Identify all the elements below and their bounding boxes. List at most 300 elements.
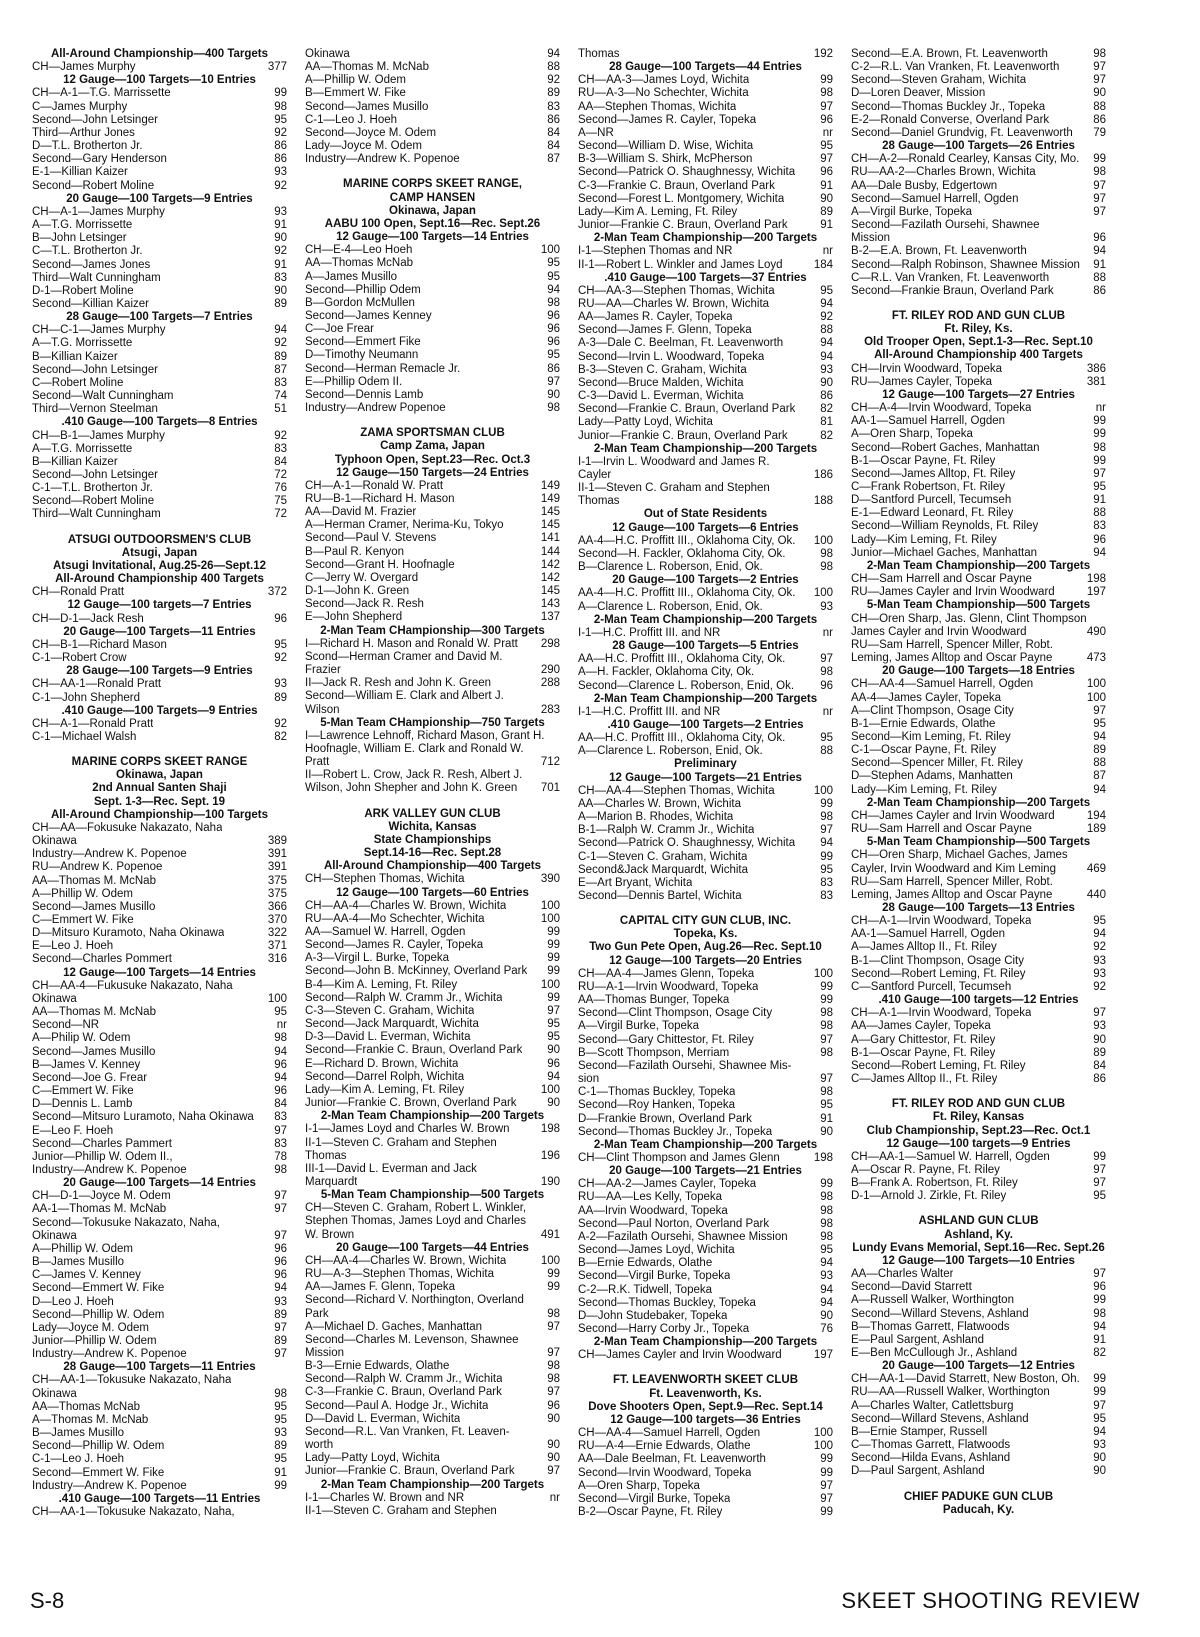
section-heading: FT. RILEY ROD AND GUN CLUB: [891, 1098, 1066, 1111]
result-row: [851, 1373, 1106, 1386]
result-row: [851, 245, 1106, 258]
section-spacer: [578, 903, 833, 915]
result-name: E—Leo F. Hoeh: [32, 1124, 114, 1137]
section-spacer: [851, 1086, 1106, 1098]
result-score: 141: [540, 532, 560, 545]
result-score: 96: [1093, 1281, 1106, 1294]
result-row: [305, 1163, 560, 1176]
result-score: 90: [820, 376, 833, 389]
result-score: 94: [1093, 928, 1106, 941]
result-row: [578, 456, 833, 469]
result-row: [305, 1452, 560, 1465]
result-name: A—Gary Chittestor, Ft. Riley: [851, 1033, 996, 1046]
result-name: E—Leo J. Hoeh: [32, 940, 114, 953]
result-name: RU—AA—Russell Walker, Worthington: [851, 1386, 1050, 1399]
result-score: 83: [820, 876, 833, 889]
result-name: CH—AA-4—Samuel Harrell, Ogden: [851, 678, 1034, 691]
result-row: [305, 1465, 560, 1478]
result-name: sion: [578, 1073, 600, 1086]
result-row: [851, 1386, 1106, 1399]
result-name: Second—E.A. Brown, Ft. Leavenworth: [851, 48, 1048, 60]
result-row: [851, 744, 1106, 757]
result-row: [578, 1467, 833, 1480]
result-name: CH—AA-1—Tokusuke Nakazato, Naha: [32, 1374, 232, 1387]
result-row: [578, 48, 833, 61]
section-heading: 12 Gauge—100 Targets—14 Entries: [63, 966, 256, 979]
result-row: [32, 1388, 287, 1401]
section-heading: 5-Man Team Championship—500 Targets: [866, 599, 1091, 612]
result-name: Lady—Patty Loyd, Wichita: [305, 1452, 440, 1465]
section-heading: 28 Gauge—100 Targets—13 Entries: [882, 902, 1075, 914]
result-score: 97: [547, 1386, 560, 1399]
result-row: [32, 1374, 287, 1387]
result-score: [556, 1505, 560, 1518]
result-score: 97: [274, 1190, 287, 1203]
section-spacer: [305, 166, 560, 178]
result-row: [578, 1178, 833, 1191]
result-score: 95: [1093, 717, 1106, 730]
result-name: D—Paul Sargent, Ashland: [851, 1465, 985, 1478]
result-score: 83: [274, 271, 287, 284]
result-row: [305, 1268, 560, 1281]
result-row: [851, 955, 1106, 968]
result-score: 98: [820, 811, 833, 824]
result-row: [32, 1401, 287, 1414]
result-row: [305, 559, 560, 572]
result-score: 190: [540, 1175, 560, 1188]
result-score: [556, 1163, 560, 1176]
result-row: [305, 323, 560, 336]
result-score: 90: [547, 388, 560, 401]
result-row: [851, 1439, 1106, 1452]
result-score: 98: [547, 1360, 560, 1373]
result-name: Second—Virgil Burke, Topeka: [578, 1270, 731, 1283]
result-score: [283, 980, 287, 993]
result-name: B-1—Clint Thompson, Osage City: [851, 954, 1024, 967]
result-name: Lady—Kim A. Leming, Ft. Riley: [578, 205, 738, 218]
result-name: CH—A-1—Ronald W. Pratt: [305, 479, 444, 492]
result-row: [851, 153, 1106, 166]
result-row: [851, 1020, 1106, 1033]
result-score: 97: [1093, 1268, 1106, 1281]
result-name: Junior—Phillip W. Odem: [32, 1335, 157, 1347]
result-name: Second—Dennis Lamb: [305, 388, 424, 401]
result-name: D—Leo J. Hoeh: [32, 1295, 114, 1308]
result-row: [851, 1281, 1106, 1294]
result-name: Second—Mitsuro Luramoto, Naha Okinawa: [32, 1111, 254, 1124]
result-name: D—Frankie Brown, Overland Park: [578, 1112, 752, 1125]
result-name: Pratt: [305, 756, 330, 769]
result-score: 99: [547, 939, 560, 952]
result-row: [851, 259, 1106, 272]
result-name: C—Santford Purcell, Tecumseh: [851, 980, 1012, 993]
result-score: [829, 482, 833, 495]
result-row: [32, 351, 287, 364]
section-heading: Preliminary: [674, 758, 737, 771]
result-score: 99: [547, 965, 560, 978]
result-score: 473: [1086, 652, 1106, 665]
section-heading: 12 Gauge—100 Targets—14 Entries: [336, 231, 529, 244]
result-row: [851, 206, 1106, 219]
result-row: [578, 259, 833, 272]
result-row: [32, 692, 287, 705]
result-row: [578, 864, 833, 877]
result-row: [32, 1414, 287, 1427]
section-heading: 2-Man Team Championship—200 Targets: [593, 613, 818, 626]
result-name: Second—John Letsinger: [32, 113, 158, 126]
result-name: Second—Killian Kaizer: [32, 297, 149, 310]
result-score: 98: [820, 87, 833, 100]
result-row: [851, 1190, 1106, 1203]
result-name: E—John Shepherd: [305, 611, 403, 624]
section-heading: 5-Man Team Championship—500 Targets: [866, 836, 1091, 849]
result-row: [32, 324, 287, 337]
result-score: 100: [813, 534, 833, 547]
result-name: Second—Emmert W. Fike: [32, 1466, 165, 1479]
result-score: 92: [274, 126, 287, 139]
result-score: 89: [274, 691, 287, 704]
result-score: 86: [820, 390, 833, 403]
results-column-3: [578, 48, 833, 1519]
result-name: I-1—H.C. Proffitt III. and NR: [578, 705, 721, 718]
result-row: [578, 469, 833, 482]
result-name: C-1—Leo J. Hoeh: [32, 1453, 125, 1466]
result-name: Second—Spencer Miller, Ft. Riley: [851, 757, 1023, 770]
result-score: 98: [547, 1373, 560, 1386]
result-row: [578, 311, 833, 324]
result-row: [578, 114, 833, 127]
result-name: Third—Walt Cunningham: [32, 271, 161, 284]
result-name: Second—Dennis Bartel, Wichita: [578, 890, 742, 902]
result-row: [578, 1257, 833, 1270]
result-name: Second—Hilda Evans, Ashland: [851, 1452, 1011, 1465]
section-heading: 2-Man Team Championship—200 Targets: [866, 796, 1091, 809]
result-name: B-1—Ralph W. Cramm Jr., Wichita: [578, 824, 755, 837]
result-name: CH—Steven C. Graham, Robert L. Winkler,: [305, 1202, 527, 1215]
result-score: 98: [820, 1191, 833, 1204]
result-score: 99: [820, 74, 833, 87]
section-heading: 12 Gauge—100 Targets—21 Entries: [609, 771, 802, 784]
result-row: [578, 824, 833, 837]
section-heading: 5-Man Team Championship—500 Targets: [320, 1189, 545, 1202]
result-row: [32, 1440, 287, 1453]
result-score: 97: [547, 1320, 560, 1333]
result-row: [851, 1151, 1106, 1164]
result-name: I-1—James Loyd and Charles W. Brown: [305, 1123, 510, 1136]
result-row: [578, 981, 833, 994]
result-score: nr: [1095, 402, 1106, 415]
result-row: [578, 1427, 833, 1440]
result-name: A—Clarence L. Roberson, Enid, Ok.: [578, 600, 763, 613]
result-score: 371: [267, 940, 287, 953]
result-name: C—Robert Moline: [32, 376, 124, 389]
result-name: CH—AA-4—Fukusuke Nakazato, Naha: [32, 979, 233, 992]
result-score: nr: [549, 1491, 560, 1504]
result-score: 366: [267, 900, 287, 913]
result-row: [578, 1205, 833, 1218]
section-heading: Sept. 1-3—Rec. Sept. 19: [93, 795, 226, 808]
result-score: [1102, 613, 1106, 626]
result-score: [829, 1060, 833, 1073]
result-score: 95: [820, 1099, 833, 1112]
result-row: [851, 48, 1106, 61]
result-name: Industry—Andrew K. Popenoe: [305, 153, 460, 166]
result-name: CH—AA-4—James Glenn, Topeka: [578, 967, 755, 980]
result-name: A—James Musillo: [305, 270, 398, 283]
result-row: [851, 1413, 1106, 1426]
result-score: 198: [1086, 573, 1106, 586]
result-row: [578, 74, 833, 87]
result-name: Second—Ralph W. Cramm Jr., Wichita: [305, 1373, 503, 1386]
result-score: 86: [1093, 113, 1106, 126]
result-score: 93: [820, 363, 833, 376]
result-row: [851, 428, 1106, 441]
result-name: D—Stephen Adams, Manhatten: [851, 770, 1013, 783]
result-row: [578, 811, 833, 824]
result-score: 96: [274, 1085, 287, 1098]
result-name: C-1—Robert Crow: [32, 652, 127, 665]
result-score: 97: [274, 1203, 287, 1216]
section-heading: Ft. Riley, Ks.: [944, 323, 1013, 336]
result-score: 82: [1093, 1347, 1106, 1359]
result-score: 51: [274, 403, 287, 416]
result-name: Second—James Jones: [32, 258, 151, 271]
result-name: Second—Phillip W. Odem: [32, 1440, 165, 1453]
result-row: [305, 1400, 560, 1413]
result-row: [578, 1060, 833, 1073]
result-score: [1102, 849, 1106, 862]
result-row: [305, 1347, 560, 1360]
result-score: [1102, 219, 1106, 232]
result-row: [305, 506, 560, 519]
section-heading: ASHLAND GUN CLUB: [918, 1215, 1039, 1228]
result-score: 97: [1093, 1177, 1106, 1190]
result-row: [851, 272, 1106, 285]
result-row: [32, 1230, 287, 1243]
result-name: CH—James Cayler and Irvin Woodward: [578, 1349, 782, 1362]
result-row: [32, 377, 287, 390]
result-row: [305, 402, 560, 415]
result-name: B—Ernie Edwards, Olathe: [578, 1257, 713, 1270]
result-row: [851, 481, 1106, 494]
result-row: [32, 901, 287, 914]
result-score: 490: [1086, 625, 1106, 638]
section-heading: 12 Gauge—100 Targets—6 Entries: [612, 521, 799, 534]
result-name: B—John Letsinger: [32, 232, 127, 245]
result-score: 97: [820, 824, 833, 837]
result-score: 82: [274, 730, 287, 743]
result-row: [32, 1282, 287, 1295]
result-row: [32, 1006, 287, 1019]
result-row: [851, 586, 1106, 599]
result-score: 86: [1093, 1073, 1106, 1086]
result-name: Second—Ralph Robinson, Shawnee Mission: [851, 258, 1080, 271]
result-row: [578, 666, 833, 679]
result-row: [305, 493, 560, 506]
result-score: 91: [274, 1466, 287, 1479]
result-name: Second—John B. McKinney, Overland Park: [305, 965, 528, 978]
result-name: A-2—Fazilath Oursehi, Shawnee Mission: [578, 1230, 788, 1243]
result-row: [32, 1019, 287, 1032]
result-name: D-1—Arnold J. Zirkle, Ft. Riley: [851, 1190, 1007, 1203]
result-row: [578, 206, 833, 219]
result-name: CH—AA-1—Tokusuke Nakazato, Naha,: [32, 1506, 235, 1519]
result-score: 94: [820, 1296, 833, 1309]
result-name: Second—James Loyd, Wichita: [578, 1244, 735, 1257]
result-name: Park: [305, 1307, 329, 1320]
section-heading: All-Around Championship—400 Targets: [50, 48, 269, 60]
result-score: [829, 456, 833, 469]
section-heading: Club Championship, Sept.23—Rec. Oct.1: [866, 1124, 1091, 1137]
result-row: [578, 285, 833, 298]
result-score: 97: [820, 1033, 833, 1046]
result-name: E—Phillip Odem II.: [305, 375, 403, 388]
section-heading: CHIEF PADUKE GUN CLUB: [903, 1490, 1054, 1503]
result-row: [305, 1294, 560, 1307]
result-name: Hoofnagle, William E. Clark and Ronald W.: [305, 742, 524, 755]
result-name: Okinawa: [32, 835, 77, 848]
section-spacer: [851, 1479, 1106, 1491]
result-row: [32, 337, 287, 350]
result-row: [32, 639, 287, 652]
result-name: II-1—Steven C. Graham and Stephen: [305, 1504, 497, 1517]
results-column-4: [851, 48, 1106, 1517]
result-row: [578, 324, 833, 337]
result-row: [32, 1203, 287, 1216]
result-score: [1102, 876, 1106, 889]
section-heading: 2-Man Team Championship—200 Targets: [593, 1138, 818, 1151]
section-heading: 20 Gauge—100 Targets—18 Entries: [882, 665, 1075, 678]
result-row: [578, 377, 833, 390]
result-score: 91: [1093, 1333, 1106, 1346]
result-score: 100: [267, 992, 287, 1005]
section-heading: 28 Gauge—100 Targets—7 Entries: [66, 311, 253, 324]
result-row: [851, 376, 1106, 389]
result-name: D-1—John K. Green: [305, 585, 410, 598]
result-row: [578, 430, 833, 443]
result-name: Second—Paul Norton, Overland Park: [578, 1217, 770, 1230]
result-name: CH—A-1—James Murphy: [32, 205, 165, 218]
results-column-1: [32, 48, 287, 1519]
result-row: [851, 232, 1106, 245]
result-row: [305, 376, 560, 389]
result-name: AA—James Cayler, Topeka: [851, 1020, 991, 1033]
result-row: [32, 993, 287, 1006]
result-row: [305, 1005, 560, 1018]
result-score: 87: [547, 153, 560, 166]
section-heading: .410 Gauge—100 Targets—2 Entries: [607, 718, 804, 731]
result-name: CH—B-1—Richard Mason: [32, 638, 167, 651]
section-heading: State Championships: [373, 833, 492, 846]
result-score: 98: [820, 1046, 833, 1059]
result-name: D—Mitsuro Kuramoto, Naha Okinawa: [32, 927, 225, 940]
result-row: [305, 1150, 560, 1163]
result-name: CH—AA-1—Samuel W. Harrell, Ogden: [851, 1150, 1050, 1163]
result-name: RU—James Cayler and Irvin Woodward: [851, 586, 1055, 599]
result-name: Third—Walt Cunningham: [32, 508, 161, 521]
result-row: [305, 690, 560, 703]
result-name: C-1—Michael Walsh: [32, 730, 137, 743]
result-score: 97: [1093, 192, 1106, 205]
result-name: D—Timothy Neumann: [305, 349, 419, 362]
result-row: [305, 257, 560, 270]
result-score: 89: [820, 205, 833, 218]
result-row: [851, 87, 1106, 100]
section-heading: 12 Gauge—100 Targets—20 Entries: [609, 954, 802, 967]
result-score: 92: [820, 311, 833, 324]
result-row: [851, 193, 1106, 206]
result-score: 93: [274, 1295, 287, 1308]
result-row: [851, 1294, 1106, 1307]
result-row: [851, 1047, 1106, 1060]
result-score: 196: [540, 1149, 560, 1162]
section-heading: 2-Man Team Championship—200 Targets: [866, 559, 1091, 572]
result-row: [32, 1506, 287, 1519]
result-name: Wilson: [305, 703, 340, 716]
result-name: B-3—Steven C. Graham, Wichita: [578, 363, 747, 376]
result-row: [32, 1467, 287, 1480]
result-name: AA—H.C. Proffitt III., Oklahoma City, Ok.: [578, 732, 786, 745]
result-score: 143: [540, 598, 560, 611]
result-name: CH—Ronald Pratt: [32, 586, 125, 599]
result-row: [851, 101, 1106, 114]
result-row: [578, 1453, 833, 1466]
result-score: 84: [274, 1098, 287, 1111]
result-name: Second—Virgil Burke, Topeka: [578, 1492, 731, 1505]
result-row: [578, 1323, 833, 1336]
result-name: Second—Emmert Fike: [305, 336, 421, 349]
result-score: 97: [1093, 1007, 1106, 1020]
result-row: [32, 1190, 287, 1203]
result-row: [305, 271, 560, 284]
result-score: 82: [820, 429, 833, 442]
result-score: 372: [267, 586, 287, 599]
result-score: 93: [1093, 967, 1106, 980]
section-heading: 28 Gauge—100 Targets—44 Entries: [609, 61, 802, 74]
result-row: [305, 153, 560, 166]
result-name: Second—John Letsinger: [32, 469, 158, 481]
result-score: 94: [820, 1257, 833, 1270]
result-row: [32, 443, 287, 456]
result-name: Second—Phillip W. Odem: [32, 1308, 165, 1321]
result-score: 98: [820, 1007, 833, 1020]
section-spacer: [305, 415, 560, 427]
result-row: [305, 297, 560, 310]
result-score: 96: [1093, 533, 1106, 546]
result-name: CH—Sam Harrell and Oscar Payne: [851, 573, 1032, 586]
result-name: Second—Richard V. Northington, Overland: [305, 1294, 524, 1307]
result-name: C-2—R.K. Tidwell, Topeka: [578, 1283, 713, 1296]
result-score: 93: [820, 1270, 833, 1283]
result-score: nr: [276, 1019, 287, 1032]
result-name: worth: [305, 1439, 334, 1452]
result-score: 98: [820, 1230, 833, 1243]
result-score: 194: [1086, 809, 1106, 822]
result-name: Second—Daniel Grundvig, Ft. Leavenworth: [851, 126, 1073, 139]
result-name: Second—Steven Graham, Wichita: [851, 74, 1027, 87]
result-score: 322: [267, 927, 287, 940]
result-name: Junior—Frankie C. Braun, Overland Park: [578, 429, 788, 442]
result-row: [32, 613, 287, 626]
result-row: [32, 127, 287, 140]
result-name: B—Killian Kaizer: [32, 455, 118, 468]
result-row: [305, 1360, 560, 1373]
result-score: 144: [540, 545, 560, 558]
page-number: S-8: [30, 1588, 65, 1613]
result-row: [851, 849, 1106, 862]
section-heading: 2-Man Team Championship—200 Targets: [593, 232, 818, 245]
result-name: C-1—T.L. Brotherton Jr.: [32, 482, 153, 495]
